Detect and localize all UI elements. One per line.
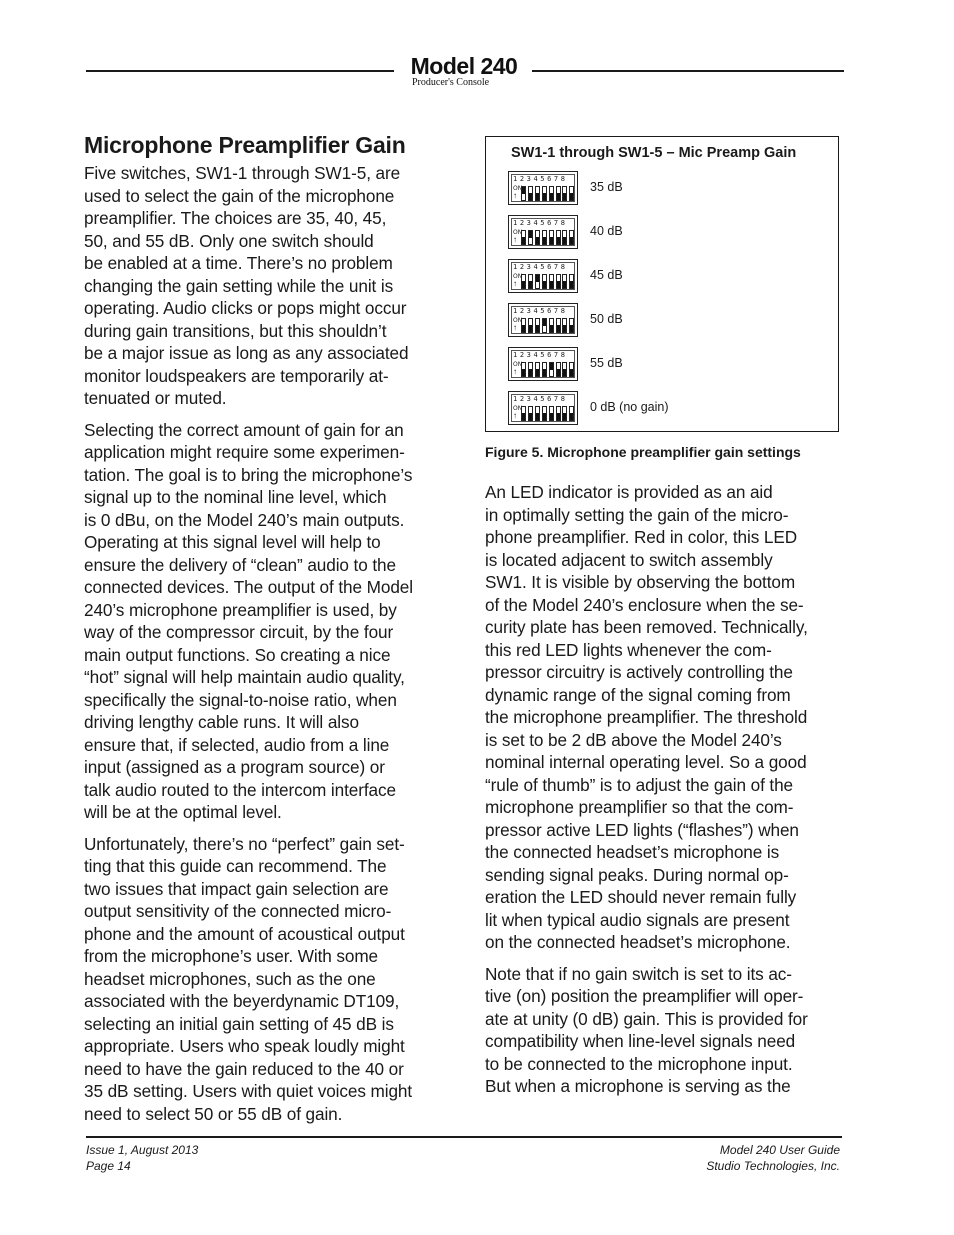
- switch-key: [562, 362, 567, 377]
- dip-switch-illustration: [508, 259, 578, 293]
- switch-key: [521, 362, 526, 377]
- logo-title: Model 240: [410, 53, 518, 79]
- footer-right: [706, 1143, 840, 1174]
- switch-key: [521, 274, 526, 289]
- gain-setting-label: 50 dB: [590, 312, 623, 326]
- header-rule-right: [532, 70, 844, 72]
- paragraph: Selecting the correct amount of gain for an application might require some experimen- tation. The goal is to bring the microphone’s signal up to the nominal line level, which is 0 dBu, on the Model 240’s main outputs. Operating at this signal level will help to ensure the delivery of “clean” audio to the connected devices. The output of the Model 240’s microphone preamplifier is used, by way of the compressor circuit, by the four main output functions. So creating a nice “hot” signal will help maintain audio quality, specifically the signal-to-noise ratio, when driving lengthy cable runs. It will also ensure that, if selected, audio from a line input (assigned as a program source) or talk audio routed to the intercom interface will be at the optimal level.: [84, 419, 413, 822]
- gain-setting-label: 40 dB: [590, 224, 623, 238]
- guide-title: Model 240 User Guide: [719, 1143, 840, 1157]
- switch-key: [542, 274, 547, 289]
- issue-date: Issue 1, August 2013: [86, 1143, 199, 1157]
- switch-key: [542, 318, 547, 333]
- switch-key: [569, 274, 574, 289]
- switch-key: [528, 274, 533, 289]
- switch-key: [542, 230, 547, 245]
- switch-key: [569, 362, 574, 377]
- right-column: [485, 481, 845, 1107]
- switch-numbers: 12345678: [513, 307, 568, 315]
- gain-setting-label: 45 dB: [590, 268, 623, 282]
- gain-settings-figure: [485, 136, 839, 432]
- switch-key: [528, 362, 533, 377]
- arrow-up-icon: ↑: [513, 323, 517, 332]
- switch-key: [542, 406, 547, 421]
- switch-key: [535, 230, 540, 245]
- switch-key: [562, 318, 567, 333]
- switch-setting-row: [508, 259, 828, 295]
- switch-numbers: 12345678: [513, 175, 568, 183]
- switch-key: [549, 362, 554, 377]
- switch-key: [569, 318, 574, 333]
- logo-subtitle: Producer's Console: [412, 77, 490, 88]
- switch-setting-row: [508, 171, 828, 207]
- switch-key: [562, 186, 567, 201]
- switch-key: [556, 362, 561, 377]
- switch-key: [528, 406, 533, 421]
- on-label: ON: [513, 229, 523, 236]
- switch-key: [556, 406, 561, 421]
- footer-left: [86, 1143, 198, 1174]
- switch-key: [542, 186, 547, 201]
- paragraph: Note that if no gain switch is set to its ac- tive (on) position the preamplifier will oper- ate at unity (0 dB) gain. This is provided for compatibility when line-level signals need to be connected to the microphone input. But when a microphone is serving as the: [485, 963, 808, 1096]
- switch-key: [521, 230, 526, 245]
- switch-key: [556, 274, 561, 289]
- on-label: ON: [513, 185, 523, 192]
- header-rule-left: [86, 70, 394, 72]
- switch-key: [549, 406, 554, 421]
- switch-key: [556, 230, 561, 245]
- switch-key: [556, 186, 561, 201]
- company-name: Studio Technologies, Inc.: [706, 1158, 840, 1173]
- on-label: ON: [513, 405, 523, 412]
- paragraph: Unfortunately, there’s no “perfect” gain set- ting that this guide can recommend. The two issues that impact gain selection are output sensitivity of the connected micro- phone and the amount of acoustical output from the microphone’s user. With some headset microphones, such as the one associated with the beyerdynamic DT109, selecting an initial gain setting of 45 dB is appropriate. Users who speak loudly might need to have the gain reduced to the 40 or 35 dB setting. Users with quiet voices might need to select 50 or 55 dB of gain.: [84, 833, 413, 1124]
- switch-key: [542, 362, 547, 377]
- switch-key: [535, 362, 540, 377]
- switch-key: [535, 186, 540, 201]
- dip-switch-illustration: [508, 303, 578, 337]
- switch-key: [528, 230, 533, 245]
- switch-numbers: 12345678: [513, 351, 568, 359]
- switch-key: [535, 406, 540, 421]
- switch-key: [569, 230, 574, 245]
- gain-setting-label: 35 dB: [590, 180, 623, 194]
- on-label: ON: [513, 317, 523, 324]
- gain-setting-label: 0 dB (no gain): [590, 400, 669, 414]
- product-logo: [400, 54, 528, 88]
- switch-key: [521, 318, 526, 333]
- paragraph: Five switches, SW1-1 through SW1-5, are used to select the gain of the microphone preamplifier. The choices are 35, 40, 45, 50, and 55 dB. Only one switch should be enabled at a time. There’s no problem changing the gain setting while the unit is operating. Audio clicks or pops might occur during gain transitions, but this shouldn’t be a major issue as long as any associated monitor loudspeakers are temporarily at- tenuated or muted.: [84, 163, 409, 408]
- switch-key: [521, 186, 526, 201]
- switch-key: [569, 186, 574, 201]
- switch-key: [562, 274, 567, 289]
- switch-key: [569, 406, 574, 421]
- switch-key: [549, 318, 554, 333]
- page-number: Page 14: [86, 1158, 131, 1173]
- switch-numbers: 12345678: [513, 263, 568, 271]
- footer-rule: [86, 1136, 842, 1138]
- left-column: [84, 130, 446, 1134]
- switch-key: [528, 186, 533, 201]
- switch-key: [556, 318, 561, 333]
- gain-setting-label: 55 dB: [590, 356, 623, 370]
- switch-key: [549, 274, 554, 289]
- switch-setting-row: [508, 215, 828, 251]
- switch-key: [562, 230, 567, 245]
- dip-switch-illustration: [508, 347, 578, 381]
- switch-setting-row: [508, 391, 828, 427]
- switch-setting-row: [508, 347, 828, 383]
- dip-switch-illustration: [508, 171, 578, 205]
- switch-key: [549, 230, 554, 245]
- dip-switch-illustration: [508, 391, 578, 425]
- on-label: ON: [513, 361, 523, 368]
- figure-caption: Figure 5. Microphone preamplifier gain settings: [485, 444, 801, 460]
- switch-key: [535, 274, 540, 289]
- paragraph: An LED indicator is provided as an aid in optimally setting the gain of the micro- phone preamplifier. Red in color, this LED is located adjacent to switch assembly SW1. It is visible by observing the bottom of the Model 240’s enclosure when the se- curity plate has been removed. Technically, this red LED lights whenever the com- pressor circuitry is actively controlling the dynamic range of the signal coming from the microphone preamplifier. The threshold is set to be 2 dB above the Model 240’s nominal internal operating level. So a good “rule of thumb” is to adjust the gain of the microphone preamplifier so that the com- pressor active LED lights (“flashes”) when the connected headset’s microphone is sending signal peaks. During normal op- eration the LED should never remain fully lit when typical audio signals are present on the connected headset’s microphone.: [485, 482, 808, 952]
- on-label: ON: [513, 273, 523, 280]
- arrow-up-icon: ↑: [513, 279, 517, 288]
- arrow-up-icon: ↑: [513, 411, 517, 420]
- switch-numbers: 12345678: [513, 219, 568, 227]
- arrow-up-icon: ↑: [513, 235, 517, 244]
- switch-key: [549, 186, 554, 201]
- switch-key: [562, 406, 567, 421]
- arrow-up-icon: ↑: [513, 367, 517, 376]
- switch-key: [521, 406, 526, 421]
- section-heading: Microphone Preamplifier Gain: [84, 132, 406, 158]
- figure-title: SW1-1 through SW1-5 – Mic Preamp Gain: [511, 145, 797, 161]
- switch-setting-row: [508, 303, 828, 339]
- arrow-up-icon: ↑: [513, 191, 517, 200]
- switch-key: [528, 318, 533, 333]
- dip-switch-illustration: [508, 215, 578, 249]
- switch-key: [535, 318, 540, 333]
- switch-numbers: 12345678: [513, 395, 568, 403]
